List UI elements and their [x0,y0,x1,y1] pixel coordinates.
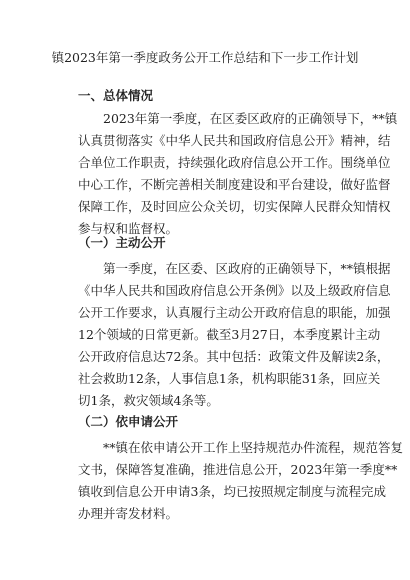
section-heading-overview: 一、总体情况 [78,88,154,103]
paragraph-line: 中心工作，不断完善相关制度建设和平台建设，做好监督 [78,177,391,192]
paragraph-line: 公开政府信息达72条。其中包括：政策文件及解读2条， [78,349,390,364]
document-title: 镇2023年第一季度政务公开工作总结和下一步工作计划 [51,50,359,65]
section-heading-proactive-disclosure: （一）主动公开 [78,235,166,250]
overview-paragraph [78,108,398,240]
proactive-disclosure-paragraph [78,258,391,412]
paragraph-line: 合单位工作职责，持续强化政府信息公开工作。围绕单位 [78,155,391,170]
paragraph-line: 保障工作，及时回应公众关切，切实保障人民群众知情权 [78,199,391,214]
paragraph-line: **镇在依申请公开工作上坚持规范办件流程，规范答复 [103,440,404,455]
paragraph-line: 2023年第一季度，在区委区政府的正确领导下，**镇 [103,111,398,126]
paragraph-line: 第一季度，在区委、区政府的正确领导下，**镇根据 [103,261,391,276]
paragraph-line: 文书，保障答复准确，推进信息公开，2023年第一季度** [78,462,398,477]
paragraph-line: 认真贯彻落实《中华人民共和国政府信息公开》精神，结 [78,133,391,148]
paragraph-line: 参与权和监督权。 [78,221,179,236]
paragraph-line: 社会救助12条，人事信息1条，机构职能31条，回应关 [78,371,381,386]
paragraph-line: 镇收到信息公开申请3条，均已按照规定制度与流程完成 [78,484,386,499]
disclosure-on-request-paragraph [78,437,404,525]
paragraph-line: 切1条，救灾领域4条等。 [78,393,219,408]
paragraph-line: 12个领域的日常更新。截至3月27日，本季度累计主动 [78,327,381,342]
section-heading-disclosure-on-request: （二）依申请公开 [78,414,179,429]
paragraph-line: 办理并寄发材料。 [78,506,179,521]
paragraph-line: 《中华人民共和国政府信息公开条例》以及上级政府信息 [78,283,391,298]
paragraph-line: 公开工作要求，认真履行主动公开政府信息的职能，加强 [78,305,391,320]
